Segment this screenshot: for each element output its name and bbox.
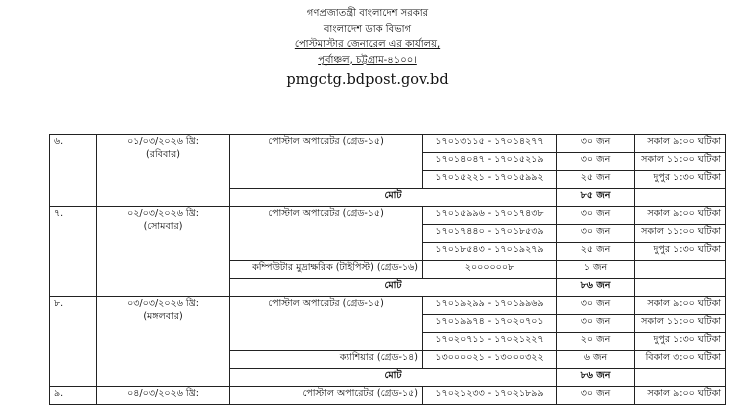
- exam-schedule-table: [49, 134, 726, 405]
- roll-range-cell: ১৭০১৪০৪৭ - ১৭০১৫২১৯: [423, 153, 557, 171]
- candidate-count-cell: ৩০ জন: [557, 315, 635, 333]
- total-count: ৮৬ জন: [557, 279, 635, 297]
- office-title: পোস্টমাস্টার জেনারেল এর কার্যালয়,: [294, 39, 441, 50]
- total-count: ৮৬ জন: [557, 369, 635, 387]
- roll-range-cell: ২০০০০০০৮: [423, 261, 557, 279]
- exam-time-cell: সকাল ১১:০০ ঘটিকা: [635, 315, 726, 333]
- total-count: ৮৫ জন: [557, 189, 635, 207]
- date-cell: [97, 207, 230, 297]
- government-title: গণপ্রজাতন্ত্রী বাংলাদেশ সরকার: [306, 8, 429, 19]
- exam-time-cell: [635, 261, 726, 279]
- exam-time-cell: বিকাল ৩:০০ ঘটিকা: [635, 351, 726, 369]
- candidate-count-cell: ২০ জন: [557, 333, 635, 351]
- candidate-count-cell: ৩০ জন: [557, 387, 635, 405]
- exam-day: (সোমবার): [143, 221, 183, 232]
- post-name-cell: পোস্টাল অপারেটর (গ্রেড-১৫): [230, 135, 423, 189]
- roll-range-cell: ১৭০১৭৪৪০ - ১৭০১৮৫৩৯: [423, 225, 557, 243]
- office-address: পূর্বাঞ্চল, চট্টগ্রাম-৪১০০।: [318, 54, 417, 66]
- table-row: [50, 297, 726, 315]
- date-cell: [97, 387, 230, 405]
- candidate-count-cell: ৩০ জন: [557, 135, 635, 153]
- exam-time-cell: দুপুর ১:৩০ ঘটিকা: [635, 243, 726, 261]
- candidate-count-cell: ৬ জন: [557, 351, 635, 369]
- exam-date: ০৪/০৩/২০২৬ খ্রি:: [127, 388, 199, 399]
- serial-cell: ৮.: [50, 297, 97, 387]
- exam-time-cell: দুপুর ১:৩০ ঘটিকা: [635, 171, 726, 189]
- empty-time-cell: [635, 369, 726, 387]
- exam-time-cell: সকাল ১১:০০ ঘটিকা: [635, 153, 726, 171]
- roll-range-cell: ১৭০১৫৯৯৬ - ১৭০১৭৪৩৮: [423, 207, 557, 225]
- total-label: মোট: [230, 279, 557, 297]
- roll-range-cell: ১৭০১৩১১৫ - ১৭০১৪২৭৭: [423, 135, 557, 153]
- exam-time-cell: সকাল ৯:০০ ঘটিকা: [635, 387, 726, 405]
- exam-time-cell: সকাল ৯:০০ ঘটিকা: [635, 207, 726, 225]
- post-name-cell: পোস্টাল অপারেটর (গ্রেড-১৫): [230, 207, 423, 261]
- candidate-count-cell: ৩০ জন: [557, 297, 635, 315]
- post-name-cell: ক্যাশিয়ার (গ্রেড-১৪): [230, 351, 423, 369]
- exam-date: ০৩/০৩/২০২৬ খ্রি:: [127, 298, 199, 309]
- candidate-count-cell: ৩০ জন: [557, 153, 635, 171]
- roll-range-cell: ১৭০১৯৯৭৪ - ১৭০২০৭০১: [423, 315, 557, 333]
- exam-time-cell: সকাল ৯:০০ ঘটিকা: [635, 135, 726, 153]
- serial-cell: ৭.: [50, 207, 97, 297]
- candidate-count-cell: ২৫ জন: [557, 243, 635, 261]
- exam-day: (রবিবার): [146, 149, 180, 160]
- empty-time-cell: [635, 279, 726, 297]
- roll-range-cell: ১৩০০০০২১ - ১৩০০০৩২২: [423, 351, 557, 369]
- roll-range-cell: ১৭০১৫২২১ - ১৭০১৫৯৯২: [423, 171, 557, 189]
- total-label: মোট: [230, 189, 557, 207]
- table-row: [50, 135, 726, 153]
- candidate-count-cell: ৩০ জন: [557, 225, 635, 243]
- roll-range-cell: ১৭০১৯২৯৯ - ১৭০১৯৯৬৯: [423, 297, 557, 315]
- letterhead: [0, 6, 735, 90]
- exam-date: ০১/০৩/২০২৬ খ্রি:: [127, 136, 199, 147]
- candidate-count-cell: ২৫ জন: [557, 171, 635, 189]
- serial-cell: ৯.: [50, 387, 97, 405]
- schedule-body: [50, 135, 726, 405]
- roll-range-cell: ১৭০২০৭১১ - ১৭০২১২২৭: [423, 333, 557, 351]
- exam-day: (মঙ্গলবার): [143, 311, 183, 322]
- department-title: বাংলাদেশ ডাক বিভাগ: [323, 23, 412, 35]
- total-label: মোট: [230, 369, 557, 387]
- exam-date: ০২/০৩/২০২৬ খ্রি:: [127, 208, 199, 219]
- website-url: pmgctg.bdpost.gov.bd: [286, 72, 449, 88]
- roll-range-cell: ১৭০২১২৩৩ - ১৭০২১৮৯৯: [423, 387, 557, 405]
- post-name-cell: পোস্টাল অপারেটর (গ্রেড-১৫): [230, 387, 423, 405]
- candidate-count-cell: ১ জন: [557, 261, 635, 279]
- roll-range-cell: ১৭০১৮৫৪৩ - ১৭০১৯২৭৯: [423, 243, 557, 261]
- empty-time-cell: [635, 189, 726, 207]
- post-name-cell: পোস্টাল অপারেটর (গ্রেড-১৫): [230, 297, 423, 351]
- exam-time-cell: দুপুর ১:৩০ ঘটিকা: [635, 333, 726, 351]
- exam-time-cell: সকাল ১১:০০ ঘটিকা: [635, 225, 726, 243]
- serial-cell: ৬.: [50, 135, 97, 207]
- date-cell: [97, 135, 230, 207]
- date-cell: [97, 297, 230, 387]
- candidate-count-cell: ৩০ জন: [557, 207, 635, 225]
- table-row: [50, 387, 726, 405]
- exam-time-cell: সকাল ৯:০০ ঘটিকা: [635, 297, 726, 315]
- post-name-cell: কম্পিউটার মুদ্রাক্ষরিক (টাইপিস্ট) (গ্রেড-১৬): [230, 261, 423, 279]
- table-row: [50, 207, 726, 225]
